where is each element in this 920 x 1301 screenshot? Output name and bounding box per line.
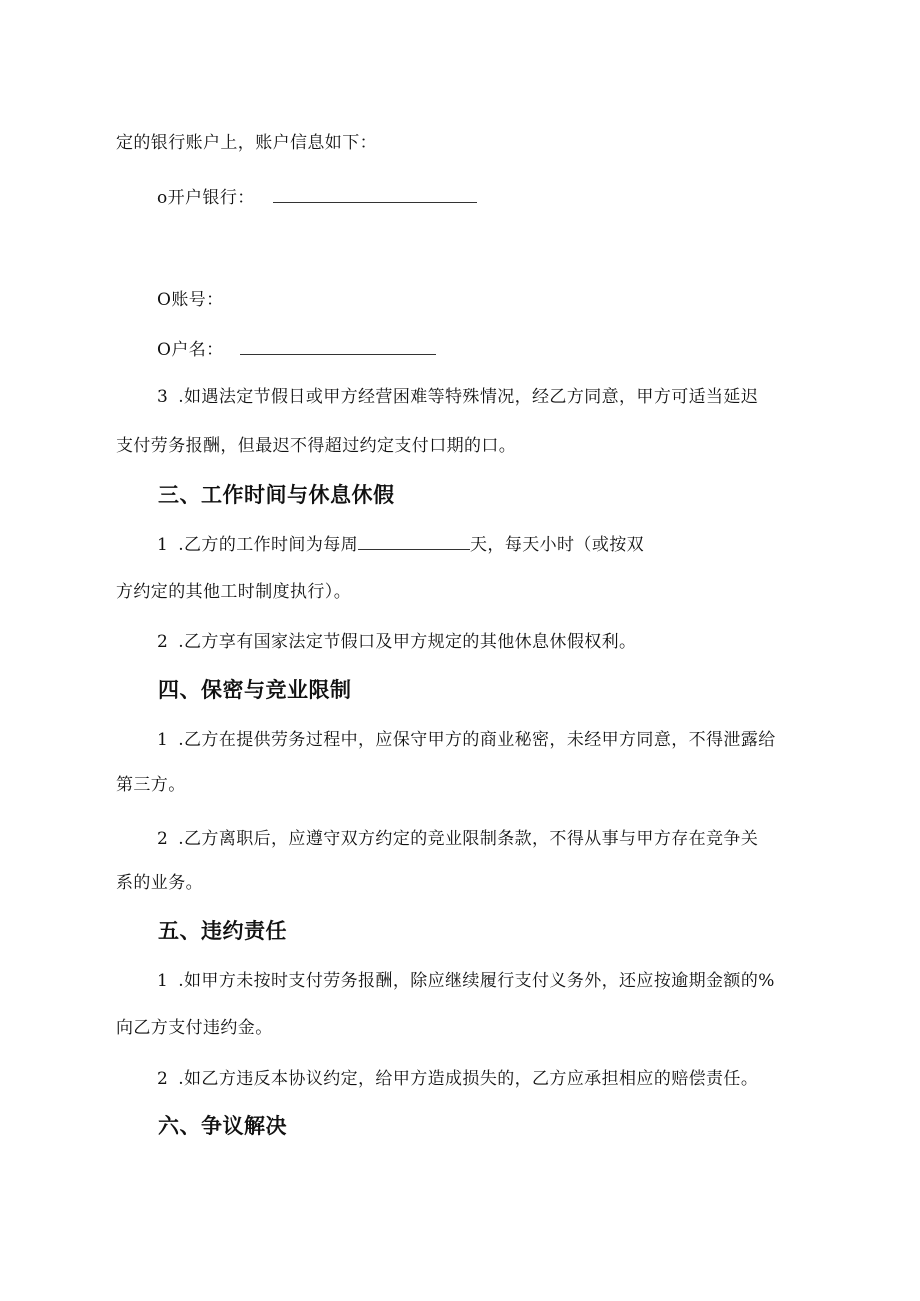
bank-name-label: o开户银行： <box>157 188 255 208</box>
clause-number: 3 <box>157 387 169 407</box>
payment-clause-3-line2: 支付劳务报酬，但最迟不得超过约定支付口期的口。 <box>116 436 517 456</box>
clause-text: .乙方享有国家法定节假口及甲方规定的其他休息休假权利。 <box>178 632 637 652</box>
clause-number: 2 <box>157 829 169 849</box>
account-number-label: O账号： <box>157 290 224 310</box>
section-6-title: 六、争议解决 <box>158 1114 287 1138</box>
section-4-item-2-line2: 系的业务。 <box>116 873 203 893</box>
payment-clause-3-line1 <box>157 385 758 409</box>
clause-number: 2 <box>157 1069 169 1089</box>
section-5-item-2 <box>157 1067 758 1091</box>
clause-text: .乙方的工作时间为每周 <box>178 535 359 555</box>
bank-intro-text: 定的银行账户上，账户信息如下： <box>116 133 377 153</box>
clause-text: 天，每天小时（或按双 <box>470 535 645 555</box>
clause-text: .如遇法定节假日或甲方经营困难等特殊情况，经乙方同意，甲方可适当延迟 <box>178 387 759 407</box>
account-name-blank[interactable] <box>240 338 436 355</box>
section-5-title: 五、违约责任 <box>158 919 287 943</box>
section-4-item-1-line2: 第三方。 <box>116 775 186 795</box>
section-3-item-2 <box>157 630 636 654</box>
section-5-item-1-line1 <box>157 969 775 993</box>
clause-text: .如乙方违反本协议约定，给甲方造成损失的，乙方应承担相应的赔偿责任。 <box>178 1069 759 1089</box>
section-4-title: 四、保密与竞业限制 <box>158 678 352 702</box>
section-3-item-1-line1 <box>157 533 644 557</box>
clause-number: 2 <box>157 632 169 652</box>
days-per-week-blank[interactable] <box>358 533 470 550</box>
section-3-title: 三、工作时间与休息休假 <box>158 483 395 507</box>
section-4-item-1-line1 <box>157 728 776 752</box>
account-number-row <box>157 288 224 312</box>
bank-name-blank[interactable] <box>273 186 477 203</box>
clause-text: .如甲方未按时支付劳务报酬，除应继续履行支付义务外，还应按逾期金额的% <box>178 971 775 991</box>
bank-name-row <box>157 186 477 210</box>
clause-number: 1 <box>157 971 169 991</box>
clause-number: 1 <box>157 535 169 555</box>
account-name-label: O户名： <box>157 340 224 360</box>
account-name-row <box>157 338 436 362</box>
section-4-item-2-line1 <box>157 827 758 851</box>
clause-number: 1 <box>157 730 169 750</box>
clause-text: .乙方在提供劳务过程中，应保守甲方的商业秘密，未经甲方同意，不得泄露给 <box>178 730 776 750</box>
clause-text: .乙方离职后，应遵守双方约定的竞业限制条款，不得从事与甲方存在竞争关 <box>178 829 759 849</box>
section-3-item-1-line2: 方约定的其他工时制度执行）。 <box>116 582 352 602</box>
section-5-item-1-line2: 向乙方支付违约金。 <box>116 1018 273 1038</box>
